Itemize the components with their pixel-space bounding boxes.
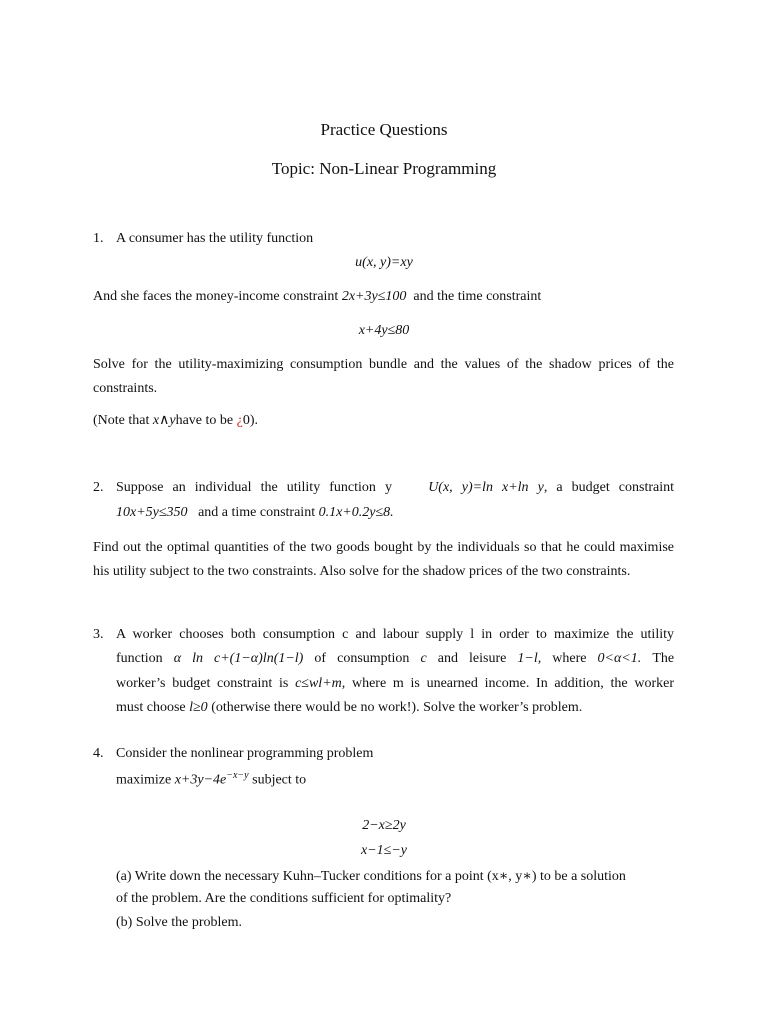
q3-number: 3. <box>93 627 104 642</box>
q1-task: Solve for the utility-maximizing consumption bundle and the values of the shadow prices of the constraints. <box>93 357 674 396</box>
q4-constraint-1: 2−x≥2y <box>362 818 406 833</box>
q2-line-2: 10x+5y≤350 and a time constraint 0.1x+0.2y≤8. <box>116 505 394 520</box>
q4-constraint-2: x−1≤−y <box>360 843 407 858</box>
q1-time-constraint: x+4y≤80 <box>358 323 410 338</box>
q3-line-3: worker’s budget constraint is c≤wl+m, where m is unearned income. In addition, the worker <box>116 676 675 691</box>
q4-part-b: (b) Solve the problem. <box>116 915 242 930</box>
q3-line-1: A worker chooses both consumption c and labour supply l in order to maximize the utility <box>116 627 674 642</box>
q2-line-1: Suppose an individual the utility function y U(x, y)=ln x+ln y, a budget constraint <box>116 480 674 495</box>
page-topic: Topic: Non-Linear Programming <box>271 159 497 178</box>
q4-part-a-line-2: of the problem. Are the conditions sufficient for optimality? <box>116 891 452 906</box>
q1-intro: A consumer has the utility function <box>116 231 314 246</box>
q3-line-4: must choose l≥0 (otherwise there would be no work!). Solve the worker’s problem. <box>116 700 583 715</box>
q4-objective-line: maximize $x+3y-4e^{-x-y}$ subject to <box>116 770 307 788</box>
q1-money-constraint: 2x+3y≤100 <box>341 289 407 304</box>
page-title: Practice Questions <box>320 120 448 139</box>
q1-utility-formula: u(x, y)=xy <box>355 255 413 270</box>
q3-line-2: function α ln c+(1−α)ln(1−l) of consumption c and leisure 1−l, where 0<α<1. The <box>116 651 675 666</box>
q1-number: 1. <box>93 231 104 246</box>
q4-part-a-line-1: (a) Write down the necessary Kuhn–Tucker conditions for a point (x∗, y∗) to be a solution <box>116 869 626 884</box>
q1-constraint-line: And she faces the money-income constraint 2x+3y≤100 and the time constraint <box>93 289 542 304</box>
q2-number: 2. <box>93 480 104 495</box>
q2-task: Find out the optimal quantities of the two goods bought by the individuals so that he could maximise his utility subject to the two constraints. Also solve for the shadow prices of the two constraints. <box>93 540 674 579</box>
q4-number: 4. <box>93 746 104 761</box>
q4-intro: Consider the nonlinear programming problem <box>116 746 374 761</box>
q1-note: (Note that x∧yhave to be ¿0). <box>93 413 258 428</box>
